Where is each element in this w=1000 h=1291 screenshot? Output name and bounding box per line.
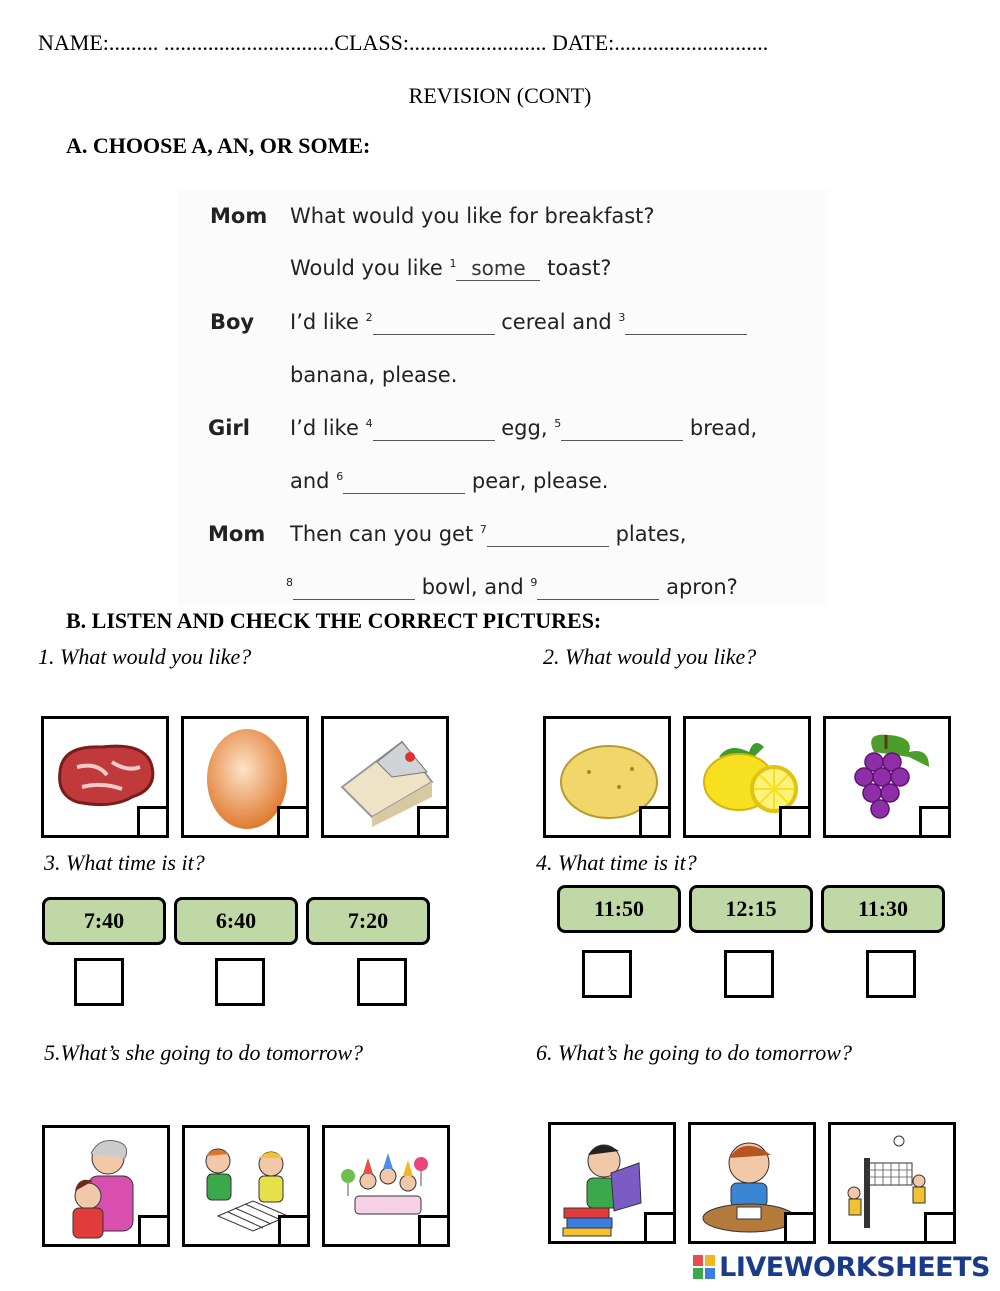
speaker-boy: Boy <box>210 310 255 334</box>
picture-play-chess <box>182 1125 310 1247</box>
checkbox[interactable] <box>417 806 449 838</box>
dialogue-line <box>290 522 686 547</box>
dialogue-text: toast? <box>547 256 612 280</box>
dialogue-line <box>290 416 757 441</box>
picture-grapes <box>823 716 951 838</box>
picture-egg <box>181 716 309 838</box>
checkbox[interactable] <box>74 958 124 1006</box>
logo-text: LIVEWORKSHEETS <box>719 1252 990 1283</box>
checkbox[interactable] <box>582 950 632 998</box>
dialogue-text: I’d like <box>290 416 359 440</box>
dialogue-text: Would you like <box>290 256 443 280</box>
picture-read-books <box>548 1122 676 1244</box>
checkbox[interactable] <box>924 1212 956 1244</box>
picture-do-homework <box>688 1122 816 1244</box>
dialogue-text: I’d like <box>290 310 359 334</box>
blank-number: 2 <box>365 311 373 324</box>
picture-play-volleyball <box>828 1122 956 1244</box>
blank-number: 9 <box>530 576 538 589</box>
dialogue-line <box>290 310 747 335</box>
checkbox[interactable] <box>866 950 916 998</box>
blank-3[interactable] <box>625 310 747 335</box>
blank-1[interactable] <box>456 256 540 281</box>
dialogue-text: and <box>290 469 330 493</box>
checkbox[interactable] <box>784 1212 816 1244</box>
blank-number: 8 <box>286 576 293 589</box>
question-3: 3. What time is it? <box>44 850 205 875</box>
blank-number: 7 <box>479 523 487 536</box>
question-2: 2. What would you like? <box>543 644 757 669</box>
checkbox[interactable] <box>138 1215 170 1247</box>
page-title: REVISION (CONT) <box>408 83 592 108</box>
checkbox[interactable] <box>277 806 309 838</box>
blank-9[interactable] <box>537 575 659 600</box>
blank-8[interactable] <box>293 575 415 600</box>
checkbox[interactable] <box>137 806 169 838</box>
blank-4[interactable] <box>373 416 495 441</box>
blank-2-input[interactable] <box>373 310 495 334</box>
liveworksheets-logo <box>693 1252 990 1283</box>
blank-3-input[interactable] <box>625 310 747 334</box>
dialogue-line <box>286 575 738 600</box>
picture-meat <box>41 716 169 838</box>
checkbox[interactable] <box>418 1215 450 1247</box>
blank-1-input[interactable] <box>456 256 540 280</box>
checkbox[interactable] <box>919 806 951 838</box>
dialogue-box <box>178 190 828 605</box>
checkbox[interactable] <box>779 806 811 838</box>
blank-number: 3 <box>618 311 626 324</box>
blank-6[interactable] <box>343 469 465 494</box>
checkbox[interactable] <box>639 806 671 838</box>
checkbox[interactable] <box>724 950 774 998</box>
blank-9-input[interactable] <box>537 575 659 599</box>
time-option[interactable]: 11:50 <box>557 885 681 933</box>
speaker-mom: Mom <box>210 204 268 228</box>
dialogue-text: apron? <box>666 575 738 599</box>
section-a-heading: A. CHOOSE A, AN, OR SOME: <box>66 133 371 158</box>
dialogue-text: plates, <box>615 522 687 546</box>
picture-visit-grandma <box>42 1125 170 1247</box>
logo-mark-icon <box>693 1255 715 1279</box>
time-option[interactable]: 6:40 <box>174 897 298 945</box>
question-4: 4. What time is it? <box>536 850 697 875</box>
blank-4-input[interactable] <box>373 416 495 440</box>
time-option[interactable]: 11:30 <box>821 885 945 933</box>
checkbox[interactable] <box>215 958 265 1006</box>
dialogue-text: bowl, and <box>421 575 524 599</box>
checkbox[interactable] <box>644 1212 676 1244</box>
dialogue-text: bread, <box>689 416 758 440</box>
section-b-heading: B. LISTEN AND CHECK THE CORRECT PICTURES: <box>66 608 602 633</box>
question-1: 1. What would you like? <box>38 644 252 669</box>
dialogue-text: Then can you get <box>290 522 474 546</box>
picture-lemon <box>683 716 811 838</box>
name-class-date-line: NAME:......... ...............................CLASS:......................... DATE:............................ <box>38 30 769 55</box>
time-option[interactable]: 12:15 <box>689 885 813 933</box>
question-6: 6. What’s he going to do tomorrow? <box>536 1040 852 1065</box>
time-option[interactable]: 7:40 <box>42 897 166 945</box>
blank-number: 1 <box>449 257 457 270</box>
blank-5-input[interactable] <box>561 416 683 440</box>
question-5: 5.What’s she going to do tomorrow? <box>44 1040 364 1065</box>
speaker-girl: Girl <box>208 416 250 440</box>
checkbox[interactable] <box>278 1215 310 1247</box>
dialogue-line: What would you like for breakfast? <box>290 204 655 228</box>
blank-7[interactable] <box>487 522 609 547</box>
blank-number: 6 <box>336 470 344 483</box>
blank-number: 5 <box>554 417 562 430</box>
picture-birthday-party <box>322 1125 450 1247</box>
dialogue-text: egg, <box>501 416 548 440</box>
blank-6-input[interactable] <box>343 469 465 493</box>
blank-5[interactable] <box>561 416 683 441</box>
blank-7-input[interactable] <box>487 522 609 546</box>
dialogue-line <box>290 256 611 281</box>
picture-cheese <box>321 716 449 838</box>
dialogue-line: banana, please. <box>290 363 458 387</box>
blank-2[interactable] <box>373 310 495 335</box>
speaker-mom: Mom <box>208 522 266 546</box>
blank-number: 4 <box>365 417 373 430</box>
dialogue-line <box>290 469 608 494</box>
checkbox[interactable] <box>357 958 407 1006</box>
dialogue-text: pear, please. <box>471 469 609 493</box>
time-option[interactable]: 7:20 <box>306 897 430 945</box>
dialogue-text: cereal and <box>501 310 612 334</box>
picture-potato <box>543 716 671 838</box>
blank-8-input[interactable] <box>293 575 415 599</box>
